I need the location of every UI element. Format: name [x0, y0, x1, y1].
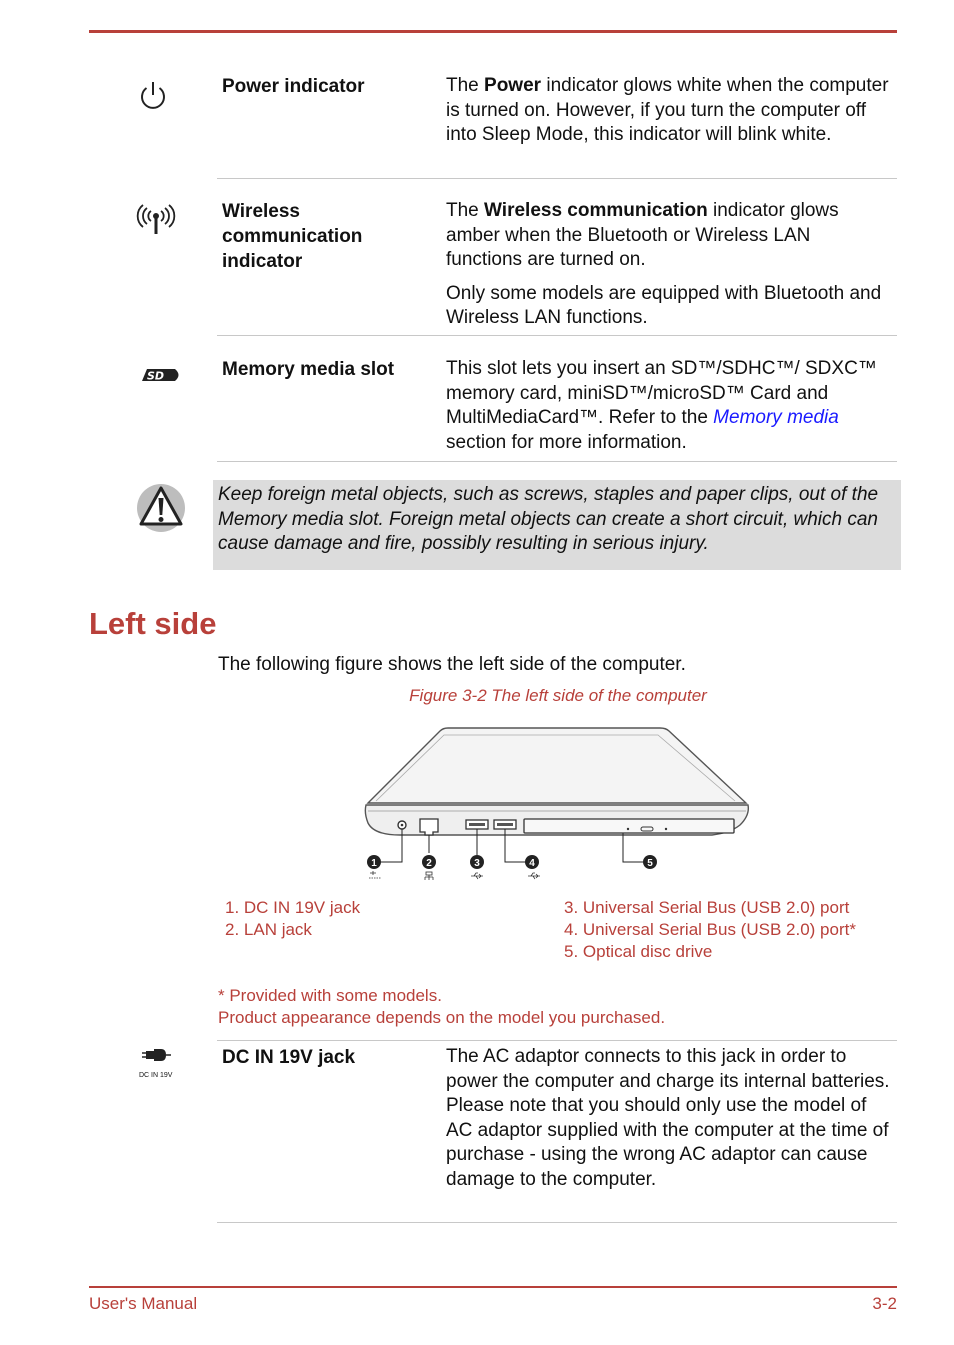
callout-number: 2: [426, 858, 432, 869]
row-separator: [217, 178, 897, 179]
bottom-rule: [89, 1286, 897, 1288]
callout-1: [367, 855, 381, 869]
legend-item: 3. Universal Serial Bus (USB 2.0) port: [564, 898, 850, 917]
figure-legend-left: [225, 897, 360, 941]
section-intro: The following figure shows the left side of the computer.: [218, 654, 686, 675]
text-run: section for more information.: [446, 431, 687, 453]
optical-drive: [524, 819, 734, 833]
dc-in-desc: [446, 1045, 891, 1192]
legend-item: 1. DC IN 19V jack: [225, 898, 361, 917]
usb-glyph-icon: [528, 873, 540, 879]
section-title: Left side: [89, 606, 217, 641]
usb-glyph-icon: [471, 873, 483, 879]
power-icon: [138, 80, 168, 112]
desc-paragraph: The AC adaptor connects to this jack in order to power the computer and charge its internal batteries. Please note that you should only use the model of AC adaptor supplied with the computer at the time of purchase - using the wrong AC adaptor can cause damage to the computer.: [446, 1046, 890, 1190]
callout-4: [525, 855, 539, 869]
desc-paragraph: [446, 357, 891, 455]
wireless-antenna-icon: [139, 203, 173, 235]
callout-number: 3: [474, 858, 480, 869]
callout-number: 4: [529, 858, 535, 869]
memory-slot-desc: [446, 357, 891, 455]
warning-text: Keep foreign metal objects, such as screws, staples and paper clips, out of the Memory media slot. Foreign metal objects can create a short circuit, which can cause damage and fire, possibly resulting in serious injury.: [218, 484, 879, 554]
lan-glyph-icon: [425, 872, 433, 880]
desc-paragraph: [446, 74, 891, 148]
text-run: The: [446, 200, 485, 221]
text-run: This slot lets you insert an SD™/SDHC™/ SDXC™ memory card, miniSD™/microSD™ Card and MultiMediaCard™. Refer to the: [446, 358, 877, 428]
callout-number: 1: [371, 858, 377, 869]
legend-item: 2. LAN jack: [225, 920, 312, 939]
desc-paragraph: [446, 199, 891, 273]
memory-media-link[interactable]: Memory media: [713, 407, 839, 428]
dc-in-glyph-icon: [369, 871, 381, 878]
note-item: * Provided with some models.: [218, 986, 442, 1005]
dc-in-term: DC IN 19V jack: [222, 1047, 356, 1068]
desc-paragraph-note: Only some models are equipped with Bluetooth and Wireless LAN functions.: [446, 282, 882, 328]
dc-in-plug-icon: [142, 1046, 172, 1066]
figure-notes: [218, 985, 665, 1029]
callout-2: [422, 855, 436, 869]
callout-number: 5: [647, 858, 653, 869]
row-separator: [217, 461, 897, 462]
note-item: Product appearance depends on the model you purchased.: [218, 1008, 666, 1027]
legend-item: 5. Optical disc drive: [564, 942, 713, 961]
callout-5: [643, 855, 657, 869]
warning-icon: [136, 482, 186, 534]
figure-legend-right: [564, 897, 856, 963]
power-indicator-desc: [446, 74, 891, 148]
row-separator: [217, 1222, 897, 1223]
bold-term: Power: [484, 75, 542, 96]
memory-slot-term: Memory media slot: [222, 359, 395, 380]
power-indicator-term: Power indicator: [222, 76, 365, 97]
text-run: The: [446, 75, 485, 96]
page-number: 3-2: [872, 1294, 897, 1313]
text-run: indicator glows white when the computer is turned on. However, if you turn the computer off into Sleep Mode, this indicator will blink white.: [446, 75, 889, 145]
bold-term: Wireless communication: [484, 200, 708, 221]
row-separator: [217, 1040, 897, 1041]
top-rule: [89, 30, 897, 33]
figure-caption: Figure 3-2 The left side of the computer: [409, 686, 707, 705]
footer-title: User's Manual: [89, 1294, 198, 1313]
wireless-indicator-term: Wireless communication indicator: [222, 201, 363, 272]
row-separator: [217, 335, 897, 336]
wireless-indicator-desc: [446, 199, 891, 331]
legend-item: 4. Universal Serial Bus (USB 2.0) port*: [564, 920, 856, 939]
callout-3: [470, 855, 484, 869]
sd-logo-text: SD: [147, 369, 165, 383]
sd-card-icon: [139, 365, 183, 385]
lan-port: [420, 819, 438, 835]
text-run: indicator glows amber when the Bluetooth or Wireless LAN functions are turned on.: [446, 200, 839, 270]
laptop-lid: [368, 728, 746, 803]
laptop-left-side-figure: [360, 725, 755, 890]
dc-in-icon-label: DC IN 19V: [139, 1072, 173, 1079]
